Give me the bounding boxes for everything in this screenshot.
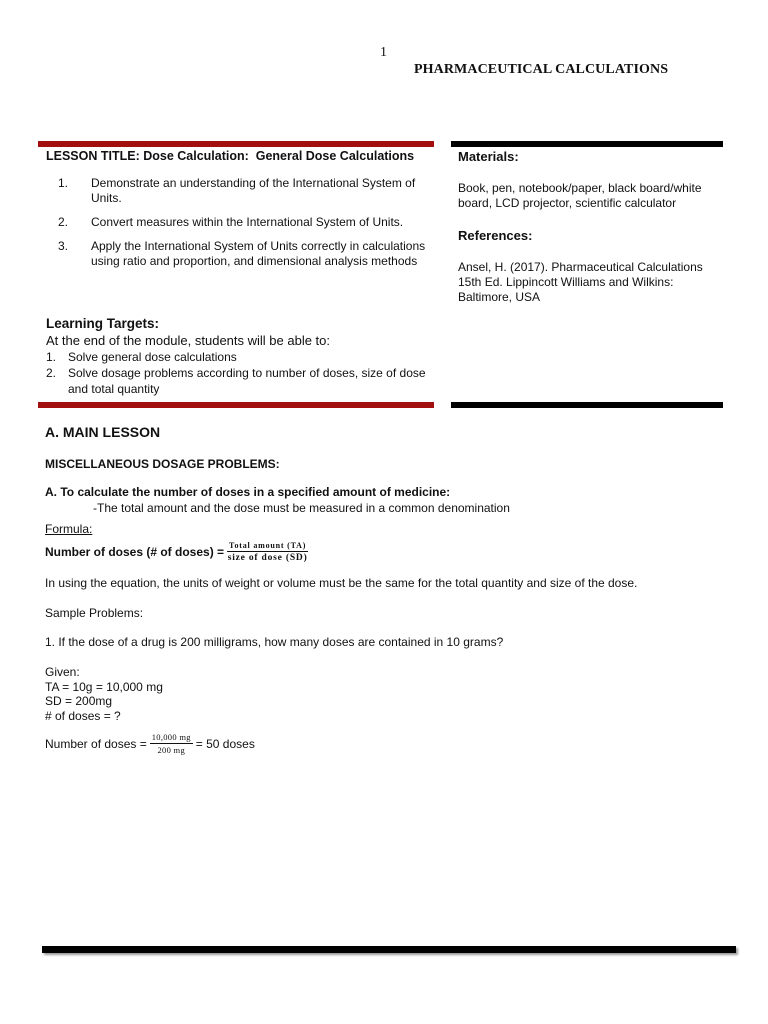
given-block xyxy=(45,665,163,723)
objective-item xyxy=(46,215,426,230)
materials-text: Book, pen, notebook/paper, black board/white board, LCD projector, scientific calculator xyxy=(458,181,702,210)
left-panel-top-rule xyxy=(38,141,434,147)
objective-number: 1. xyxy=(57,176,68,190)
formula-lhs: Number of doses (# of doses) = xyxy=(45,545,225,559)
lesson-title-label: LESSON TITLE: xyxy=(46,149,140,163)
section-a-note: -The total amount and the dose must be measured in a common denomination xyxy=(93,501,510,515)
objective-number: 2. xyxy=(57,215,68,229)
sample-problem-1: 1. If the dose of a drug is 200 milligrams, how many doses are contained in 10 grams? xyxy=(45,635,504,649)
learning-target-number: 1. xyxy=(46,350,57,364)
given-label: Given: xyxy=(45,665,80,679)
solution-rhs: = 50 doses xyxy=(195,736,255,751)
learning-targets-heading: Learning Targets: xyxy=(46,316,160,331)
objectives-list xyxy=(46,176,426,278)
reference-line: Baltimore, USA xyxy=(458,290,541,304)
lesson-title xyxy=(46,149,414,163)
lesson-title-value: Dose Calculation: General Dose Calculations xyxy=(139,149,415,163)
formula-label: Formula: xyxy=(45,522,93,536)
section-a-title: A. To calculate the number of doses in a specified amount of medicine: xyxy=(45,485,451,499)
equation-note: In using the equation, the units of weight or volume must be the same for the total quantity and size of the dose. xyxy=(45,576,638,590)
footer-rule xyxy=(42,946,736,953)
objective-number: 3. xyxy=(57,239,68,253)
given-line: # of doses = ? xyxy=(45,708,121,723)
given-line: SD = 200mg xyxy=(45,694,113,708)
materials-heading: Materials: xyxy=(458,149,519,164)
references-heading: References: xyxy=(458,228,533,243)
right-panel-top-rule xyxy=(451,141,723,147)
solution-fraction xyxy=(150,732,193,755)
learning-targets-intro: At the end of the module, students will be able to: xyxy=(46,333,331,348)
solution-lhs: Number of doses = xyxy=(45,736,147,751)
learning-target-number: 2. xyxy=(46,366,57,380)
given-line: TA = 10g = 10,000 mg xyxy=(45,679,163,694)
learning-target-item xyxy=(46,349,426,365)
solution-denominator: 200 mg xyxy=(157,745,186,755)
learning-targets-list xyxy=(46,349,426,397)
objective-item xyxy=(46,176,426,206)
solution-equation xyxy=(45,732,255,755)
objective-text: Demonstrate an understanding of the International System of Units. xyxy=(91,176,416,205)
sample-problems-label: Sample Problems: xyxy=(45,606,144,620)
objective-text: Convert measures within the International System of Units. xyxy=(91,215,404,229)
formula xyxy=(45,541,308,563)
formula-denominator: size of dose (SD) xyxy=(227,553,308,563)
left-panel-bottom-rule xyxy=(38,402,434,408)
objective-item xyxy=(46,239,426,269)
misc-dosage-heading: MISCELLANEOUS DOSAGE PROBLEMS: xyxy=(45,457,280,471)
page-number: 1 xyxy=(380,45,387,60)
reference-line: 15th Ed. Lippincott Williams and Wilkins: xyxy=(458,275,674,289)
objective-text: Apply the International System of Units correctly in calculations using ratio and proportion, and dimensional analysis methods xyxy=(91,239,426,268)
learning-target-text: Solve general dose calculations xyxy=(68,350,237,364)
solution-numerator: 10,000 mg xyxy=(151,732,191,742)
formula-numerator: Total amount (TA) xyxy=(229,541,307,550)
main-lesson-heading: A. MAIN LESSON xyxy=(45,424,161,440)
running-header-title: PHARMACEUTICAL CALCULATIONS xyxy=(414,62,669,77)
references-text xyxy=(458,260,720,305)
reference-line: Ansel, H. (2017). Pharmaceutical Calculations xyxy=(458,260,703,274)
right-panel-bottom-rule xyxy=(451,402,723,408)
learning-target-text: Solve dosage problems according to number of doses, size of dose and total quantity xyxy=(68,366,426,396)
formula-fraction xyxy=(227,541,308,563)
learning-target-item xyxy=(46,365,426,397)
